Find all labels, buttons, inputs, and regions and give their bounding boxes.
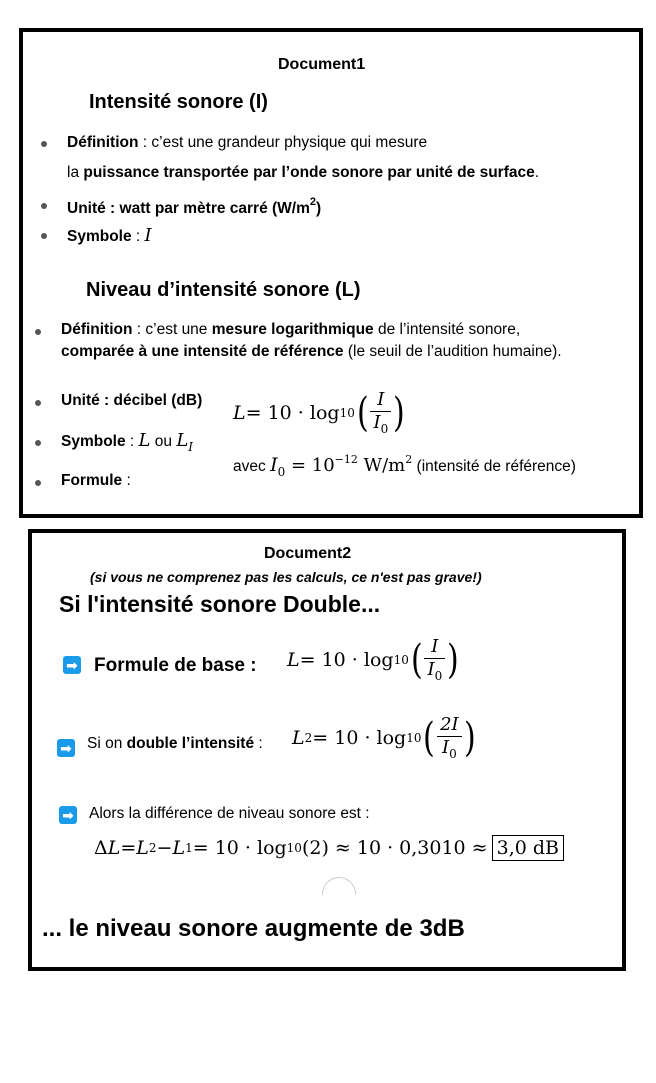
arrow-right-icon: ➡	[63, 656, 81, 674]
fraction: $\frac{I}{I_0}$	[424, 637, 445, 683]
difference-label: Alors la différence de niveau sonore est :	[89, 805, 370, 822]
intensity-symbol: Symbole : I	[67, 225, 152, 246]
bullet-icon	[35, 480, 41, 486]
scroll-down-icon[interactable]	[322, 877, 356, 895]
level-definition-line1: Définition : c’est une mesure logarithmique de l’intensité sonore,	[61, 321, 521, 338]
double-intensity-label: Si on double l’intensité :	[87, 735, 263, 752]
arrow-right-icon: ➡	[59, 806, 77, 824]
document2-heading: Si l'intensité sonore Double...	[59, 591, 381, 617]
intensity-definition-line1: Définition : c’est une grandeur physique qui mesure	[67, 134, 428, 151]
bullet-icon	[41, 233, 47, 239]
level-unit: Unité : décibel (dB)	[61, 392, 203, 409]
right-paren-icon: )	[393, 390, 405, 437]
result-box: 3,0 dB	[492, 835, 564, 861]
reference-intensity: avec $I_0 = 10^{-12}$ $W/m^2$ (intensité de référence)	[233, 453, 576, 479]
level-heading: Niveau d’intensité sonore (L)	[86, 279, 361, 301]
document1-panel	[19, 28, 643, 518]
left-paren-icon: (	[356, 390, 369, 437]
bullet-icon	[41, 141, 47, 147]
document2-panel	[28, 529, 626, 971]
arrow-right-icon: ➡	[57, 739, 75, 757]
bullet-icon	[41, 203, 47, 209]
conclusion: ... le niveau sonore augmente de 3dB	[42, 915, 465, 942]
double-formula: L 2 = 10 · log 10 ( $\frac{2I}{I_0}$ )	[292, 714, 476, 762]
left-paren-icon: (	[423, 715, 436, 762]
intensity-heading: Intensité sonore (I)	[89, 91, 268, 113]
right-paren-icon: )	[447, 637, 459, 684]
base-formula: L = 10 · log 10 ( $\frac{I}{I_0}$ )	[287, 636, 459, 684]
fraction: $\frac{2I}{I_0}$	[437, 715, 462, 761]
document2-note: (si vous ne comprenez pas les calculs, ce n'est pas grave!)	[90, 569, 482, 585]
level-formula-label: Formule :	[61, 472, 131, 489]
level-formula: L = 10 · log 10 ( $\frac{I}{I_0}$ )	[233, 389, 405, 437]
difference-formula: Δ L = L 2 − L 1 = 10 · log 10 (2) ≈ 10 · 0,3010 ≈ 3,0 dB	[94, 835, 564, 861]
document2-title: Document2	[264, 545, 352, 562]
level-symbol: Symbole : L ou $L_I$	[61, 430, 194, 454]
intensity-unit: Unité : watt par mètre carré $(W/m^2)$	[67, 196, 322, 217]
level-definition-line2: comparée à une intensité de référence (le seuil de l’audition humaine).	[61, 343, 562, 360]
base-formula-label: Formule de base :	[94, 655, 257, 676]
right-paren-icon: )	[463, 715, 476, 762]
fraction: $\frac{I}{I_0}$	[370, 390, 391, 436]
left-paren-icon: (	[410, 637, 423, 684]
bullet-icon	[35, 329, 41, 335]
bullet-icon	[35, 440, 41, 446]
intensity-definition-line2: la puissance transportée par l’onde sonore par unité de surface.	[67, 164, 540, 181]
bullet-icon	[35, 400, 41, 406]
document1-title: Document1	[278, 56, 366, 73]
